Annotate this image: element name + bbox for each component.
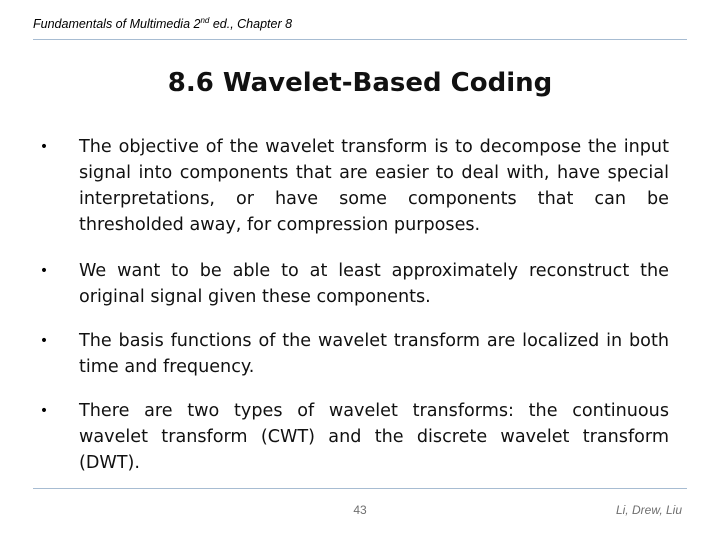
bullet-icon: •: [39, 403, 49, 419]
footer-authors: Li, Drew, Liu: [615, 503, 682, 517]
bullet-icon: •: [39, 333, 49, 349]
slide-header: [33, 16, 292, 31]
header-prefix: Fundamentals of Multimedia 2: [33, 17, 201, 32]
bullet-text-3: The basis functions of the wavelet transform are localized in both time and frequency.: [79, 331, 669, 377]
footer-divider: [33, 488, 687, 489]
header-superscript: nd: [200, 16, 210, 25]
bullet-icon: •: [39, 263, 49, 279]
bullet-text-1: The objective of the wavelet transform is to decompose the input signal into components that are easier to deal with, have special interpretations, or have some components that can be thresholded away, for compression purposes.: [79, 137, 669, 235]
header-suffix: ed., Chapter 8: [209, 17, 293, 32]
slide-title: 8.6 Wavelet-Based Coding: [167, 68, 553, 98]
bullet-text-2: We want to be able to at least approximately reconstruct the original signal given these components.: [79, 261, 669, 307]
bullet-text-4: There are two types of wavelet transforms: the continuous wavelet transform (CWT) and the discrete wavelet transform (DWT).: [79, 401, 669, 473]
bullet-icon: •: [39, 139, 49, 155]
page-number: 43: [353, 503, 367, 517]
header-divider: [33, 39, 687, 40]
